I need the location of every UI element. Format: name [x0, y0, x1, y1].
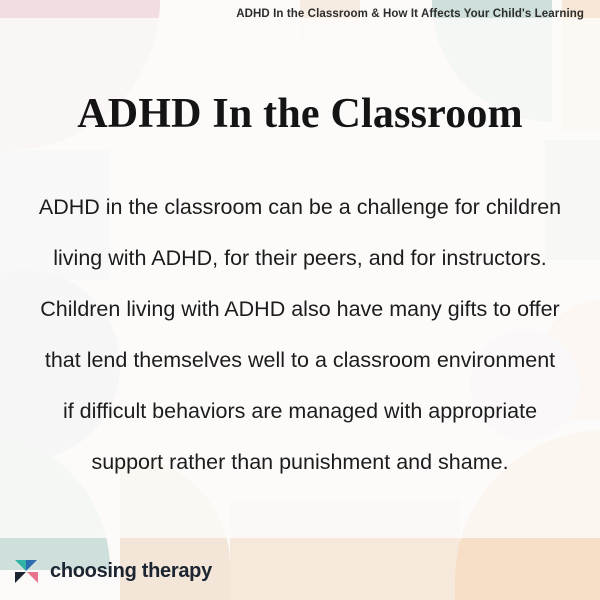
- body-paragraph: ADHD in the classroom can be a challenge for children living with ADHD, for their peers, and for instructors. Children living with ADHD also have many gifts to offer that lend themselves well to a classroom environment if difficult behaviors are managed with appropriate support rather than punishment and shame.: [38, 194, 562, 474]
- choosing-therapy-logo-mark-icon: [12, 556, 42, 586]
- logo-text: choosing therapy: [50, 559, 212, 582]
- page-title: ADHD In the Classroom: [77, 91, 523, 138]
- article-kicker: ADHD In the Classroom & How It Affects Your Child's Learning: [236, 8, 584, 20]
- logo[interactable]: [12, 556, 212, 586]
